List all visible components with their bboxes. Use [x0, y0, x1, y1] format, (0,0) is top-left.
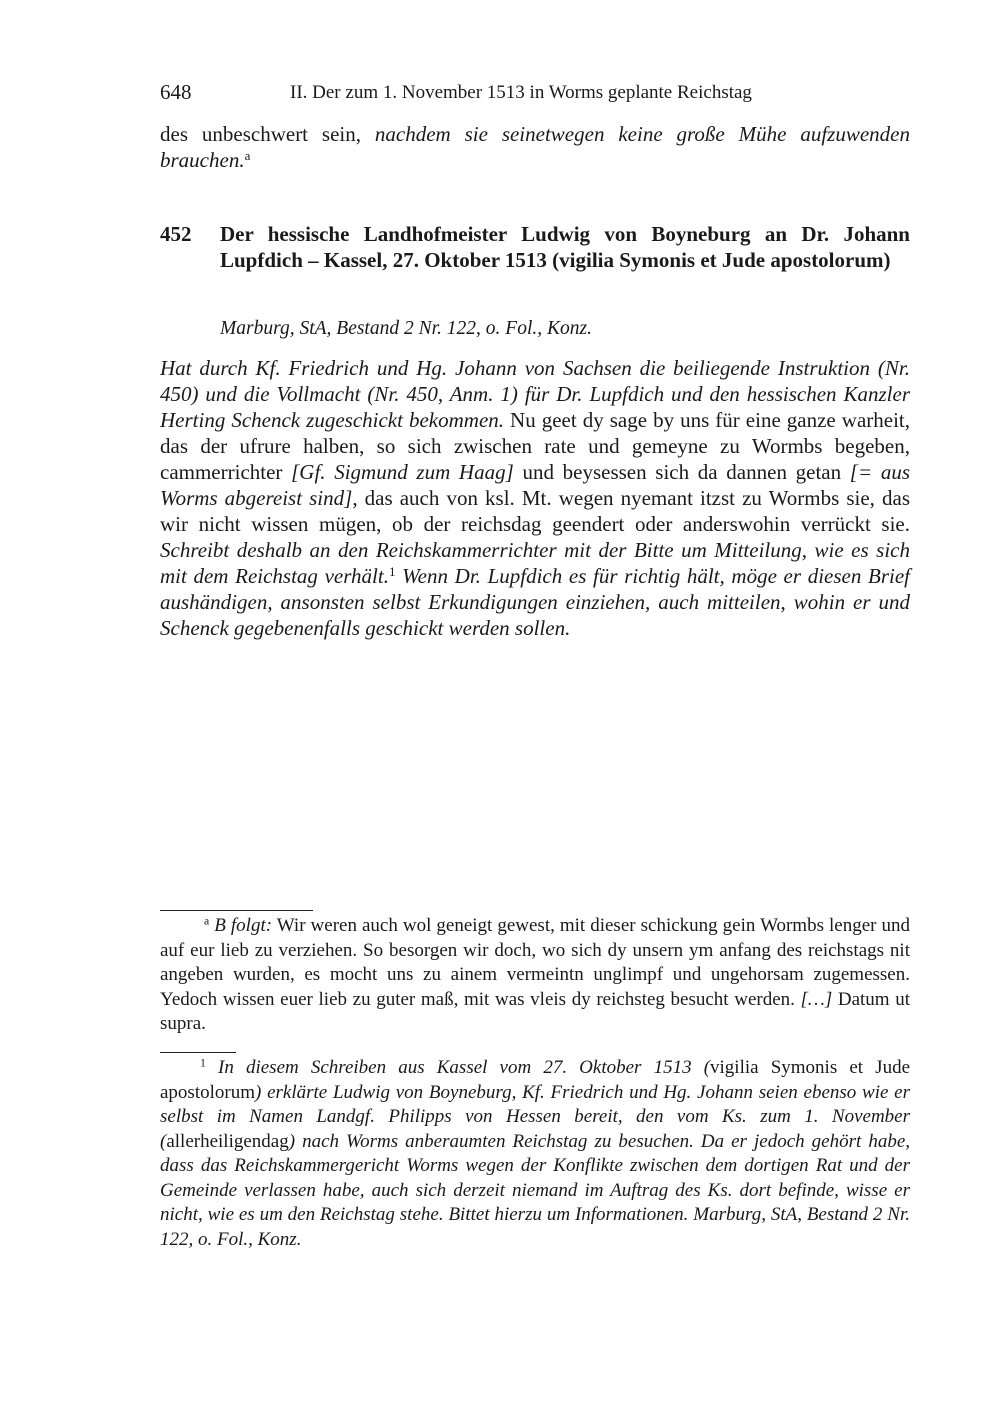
intro-paragraph — [160, 121, 910, 173]
text-segment: allerheiligendag — [166, 1130, 289, 1152]
document-number: 452 — [160, 222, 192, 246]
footnote-rule-commentary — [160, 1052, 236, 1053]
italic-text: […] — [800, 988, 833, 1010]
text-segment: , das auch von ksl. Mt. wegen nyemant itzst zu Wormbs sie, das wir nicht wissen mügen, ob der reichsdag geendert oder anderswohin verrückt sie. — [160, 486, 910, 536]
italic-text: nachdem sie seinetwegen keine große Mühe aufzuwenden brauchen. — [160, 122, 911, 172]
text-segment: Wir weren auch wol geneigt gewest, mit dieser schickung gein Wormbs lenger und auf eur lieb zu verziehen. So besorgen wir doch, wo sich dy unsern ym anfang des reichstags nit angeben wurden, es mocht uns zu ainem vermeintn unglimpf und ungehorsam zugemessen. Yedoch wissen euer lieb zu guter maß, mit was vleis dy reichsteg besucht werden. — [160, 915, 910, 1010]
footnote-marker: 1 — [200, 1056, 206, 1070]
italic-text: Wenn Dr. Lupfdich es für richtig hält, möge er diesen Brief aushändigen, ansonsten selbst Erkundigungen einziehen, auch mitteilen, wohin er und Schenck gegebenenfalls geschickt werden sollen. — [160, 564, 910, 640]
italic-text: B folgt: — [209, 915, 273, 936]
italic-text: Hat durch Kf. Friedrich und Hg. Johann von Sachsen die beiliegende Instruktion (Nr. 450) und die Vollmacht (Nr. 450, Anm. 1) für Dr. Lupfdich und den hessischen Kanzler Herting Schenck zugeschickt bekommen. — [160, 356, 910, 432]
italic-text: ) nach Worms anberaumten Reichstag zu besuchen. Da er jedoch gehört habe, dass das Reichskammergericht Worms wegen der Konflikte zwischen dem dortigen Rat und der Gemeinde verlassen habe, auch sich derzeit niemand im Auftrag des Ks. dort befinde, wisse er nicht, wie es um den Reichstag stehe. Bittet hierzu um Informationen. Marburg, StA, Bestand 2 Nr. 122, o. Fol., Konz. — [160, 1130, 910, 1250]
footnote-marker: a — [204, 914, 210, 928]
running-title: II. Der zum 1. November 1513 in Worms geplante Reichstag — [290, 82, 752, 103]
text-segment: Nu geet dy sage by uns für eine ganze warheit, das der ufrure halben, so sich zwischen rate und gemeyne zu Wormbs begeben, cammerrichter — [160, 408, 910, 484]
archival-source: Marburg, StA, Bestand 2 Nr. 122, o. Fol., Konz. — [220, 318, 592, 339]
footnote-marker: 1 — [388, 563, 396, 579]
footnote-1 — [160, 1056, 910, 1252]
text-segment: und beysessen sich da dannen getan — [513, 460, 850, 484]
page-number: 648 — [160, 80, 192, 104]
footnote-a — [160, 914, 910, 1037]
text-segment: vigilia Symonis et Jude apostolorum — [160, 1057, 911, 1103]
italic-text: ) erklärte Ludwig von Boyneburg, Kf. Friedrich und Hg. Johann seien ebenso wie er selbst im Namen Landgf. Philipps von Hessen bereit, den vom Ks. zum 1. November ( — [160, 1081, 910, 1152]
document-title: Der hessische Landhofmeister Ludwig von Boyneburg an Dr. Johann Lupfdich – Kassel, 27. Oktober 1513 (vigilia Symonis et Jude apostolorum) — [220, 222, 910, 272]
text-segment: des unbeschwert sein, — [160, 122, 375, 146]
text-segment: Datum ut supra. — [160, 988, 910, 1034]
italic-text: [Gf. Sigmund zum Haag] — [291, 460, 514, 484]
italic-text: Schreibt deshalb an den Reichskammerrichter mit der Bitte um Mitteilung, wie es sich mit dem Reichstag verhält. — [160, 538, 910, 588]
document-body — [160, 355, 910, 641]
footnote-marker: a — [244, 147, 251, 163]
footnote-rule-textual — [160, 910, 313, 911]
italic-text: In diesem Schreiben aus Kassel vom 27. Oktober 1513 ( — [205, 1057, 711, 1078]
italic-text: [= aus Worms abgereist sind] — [160, 460, 910, 510]
